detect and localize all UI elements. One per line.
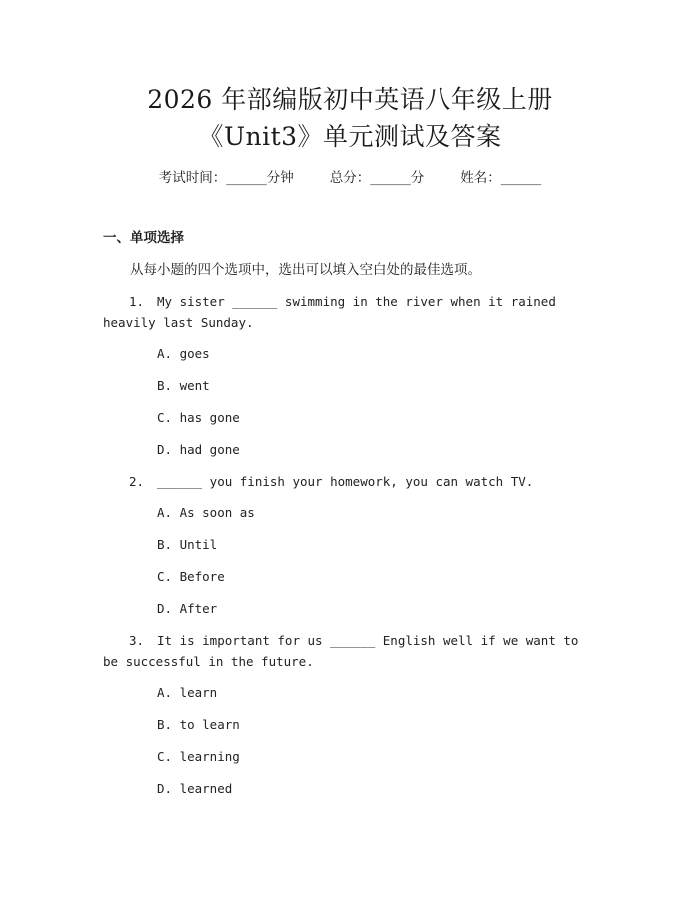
section-instruction: 从每小题的四个选项中，选出可以填入空白处的最佳选项。 — [130, 262, 481, 278]
question-2-option-d: D. After — [157, 601, 218, 616]
question-1 — [103, 291, 583, 333]
question-number: 3. — [129, 633, 145, 648]
question-number: 2. — [129, 474, 145, 489]
question-3 — [103, 630, 583, 672]
question-2-option-a: A. As soon as — [157, 505, 255, 520]
student-name-field: 姓名：______ — [460, 170, 542, 186]
question-3-option-c: C. learning — [157, 749, 240, 764]
total-score-field: 总分：______分 — [329, 170, 425, 186]
question-3-option-b: B. to learn — [157, 717, 240, 732]
question-1-option-a: A. goes — [157, 346, 210, 361]
question-text: ______ you finish your homework, you can watch TV. — [157, 474, 534, 489]
question-2-option-c: C. Before — [157, 569, 225, 584]
question-3-option-a: A. learn — [157, 685, 218, 700]
question-text: My sister ______ swimming in the river when it rained heavily last Sunday. — [103, 294, 556, 330]
question-1-option-d: D. had gone — [157, 442, 240, 457]
question-2 — [103, 471, 583, 492]
section-heading: 一、单项选择 — [103, 230, 184, 246]
document-title-line-1: 2026 年部编版初中英语八年级上册 — [147, 85, 553, 114]
question-number: 1. — [129, 294, 145, 309]
exam-info-line — [0, 169, 700, 187]
question-3-option-d: D. learned — [157, 781, 233, 796]
exam-time-field: 考试时间：______分钟 — [158, 170, 294, 186]
question-2-option-b: B. Until — [157, 537, 218, 552]
question-1-option-c: C. has gone — [157, 410, 240, 425]
document-title-line-2: 《Unit3》单元测试及答案 — [198, 122, 502, 151]
question-1-option-b: B. went — [157, 378, 210, 393]
question-text: It is important for us ______ English well if we want to be successful in the future. — [103, 633, 579, 669]
